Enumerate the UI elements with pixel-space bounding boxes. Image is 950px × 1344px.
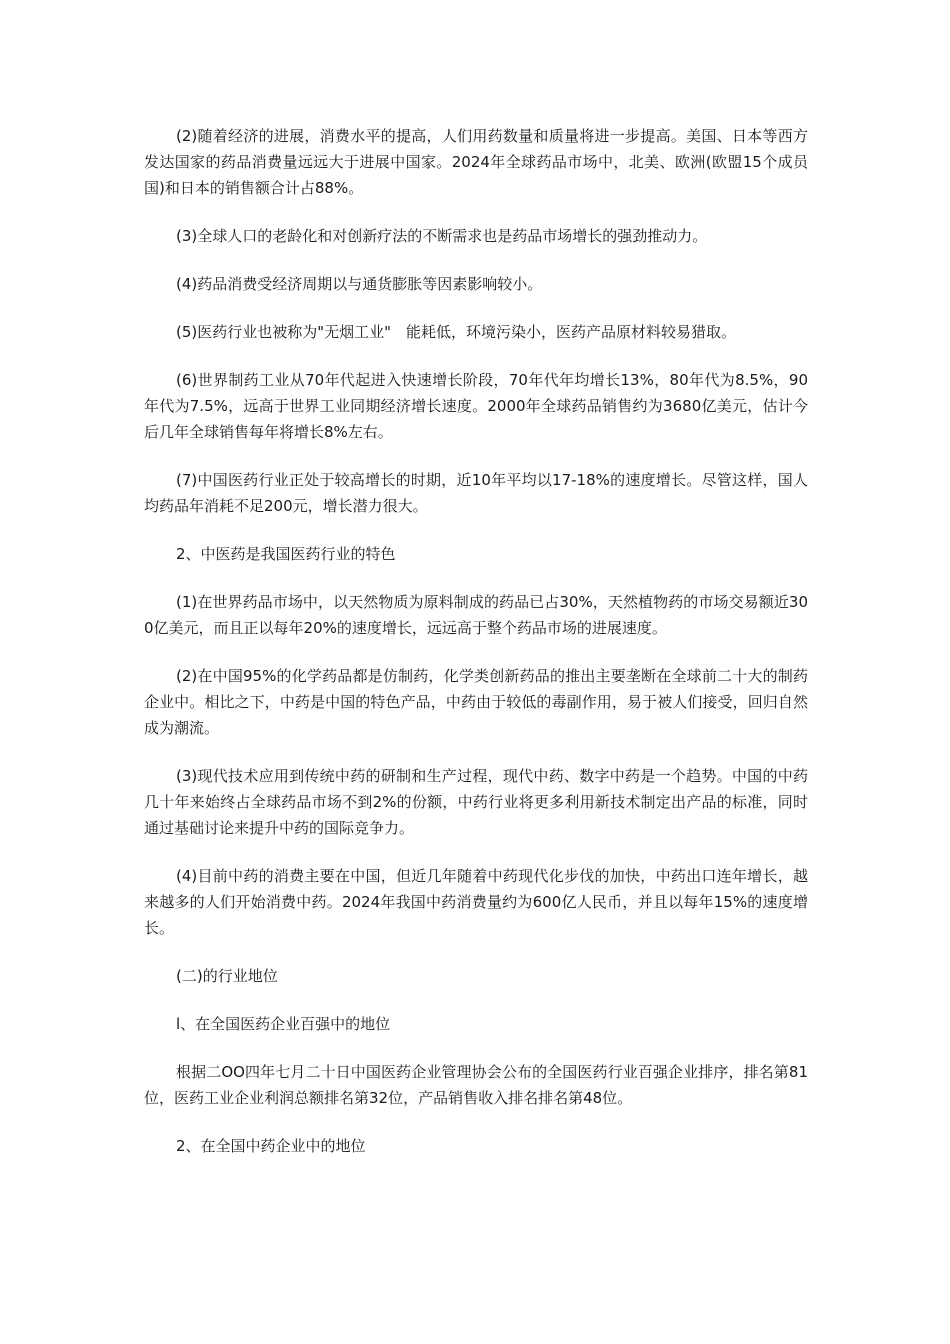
paragraph-ranking: 根据二OO四年七月二十日中国医药企业管理协会公布的全国医药行业百强企业排序，排名第81位，医药工业企业利润总额排名第32位，产品销售收入排名排名第48位。 <box>144 1063 808 1107</box>
paragraph-natural-medicine: (1)在世界药品市场中，以天然物质为原料制成的药品已占30%，天然植物药的市场交易额近300亿美元，而且正以每年20%的速度增长，远远高于整个药品市场的进展速度。 <box>144 593 808 637</box>
paragraph-smokeless-industry: (5)医药行业也被称为"无烟工业" 能耗低，环境污染小，医药产品原材料较易猎取。 <box>176 323 737 341</box>
paragraph-economic-cycle: (4)药品消费受经济周期以与通货膨胀等因素影响较小。 <box>176 275 543 293</box>
paragraph-china-growth: (7)中国医药行业正处于较高增长的时期，近10年平均以17-18%的速度增长。尽管这样，国人均药品年消耗不足200元，增长潜力很大。 <box>144 471 808 515</box>
paragraph-world-growth: (6)世界制药工业从70年代起进入快速增长阶段，70年代年均增长13%，80年代为8.5%，90年代为7.5%，远高于世界工业同期经济增长速度。2000年全球药品销售约为3680亿美元，估计今后几年全球销售每年将增长8%左右。 <box>144 371 808 441</box>
section-heading-tcm-feature: 2、中医药是我国医药行业的特色 <box>176 545 396 563</box>
paragraph-modern-tcm: (3)现代技术应用到传统中药的研制和生产过程，现代中药、数字中药是一个趋势。中国的中药几十年来始终占全球药品市场不到2%的份额，中药行业将更多利用新技术制定出产品的标准，同时通过基础讨论来提升中药的国际竞争力。 <box>144 767 808 837</box>
paragraph-generic-drugs: (2)在中国95%的化学药品都是仿制药，化学类创新药品的推出主要垄断在全球前二十大的制药企业中。相比之下，中药是中国的特色产品，中药由于较低的毒副作用，易于被人们接受，回归自然成为潮流。 <box>144 667 808 737</box>
section-heading-industry-position: (二)的行业地位 <box>176 967 278 985</box>
paragraph-market-consumption: (2)随着经济的进展，消费水平的提高，人们用药数量和质量将进一步提高。美国、日本等西方发达国家的药品消费量远远大于进展中国家。2024年全球药品市场中，北美、欧洲(欧盟15个成员国)和日本的销售额合计占88%。 <box>144 127 808 197</box>
subheading-tcm-enterprise-position: 2、在全国中药企业中的地位 <box>176 1137 366 1155</box>
document-body <box>144 123 808 1181</box>
subheading-top100-position: l、在全国医药企业百强中的地位 <box>176 1015 391 1033</box>
paragraph-aging-population: (3)全球人口的老龄化和对创新疗法的不断需求也是药品市场增长的强劲推动力。 <box>176 227 708 245</box>
paragraph-tcm-consumption: (4)目前中药的消费主要在中国，但近几年随着中药现代化步伐的加快，中药出口连年增长，越来越多的人们开始消费中药。2024年我国中药消费量约为600亿人民币，并且以每年15%的速度增长。 <box>144 867 808 937</box>
